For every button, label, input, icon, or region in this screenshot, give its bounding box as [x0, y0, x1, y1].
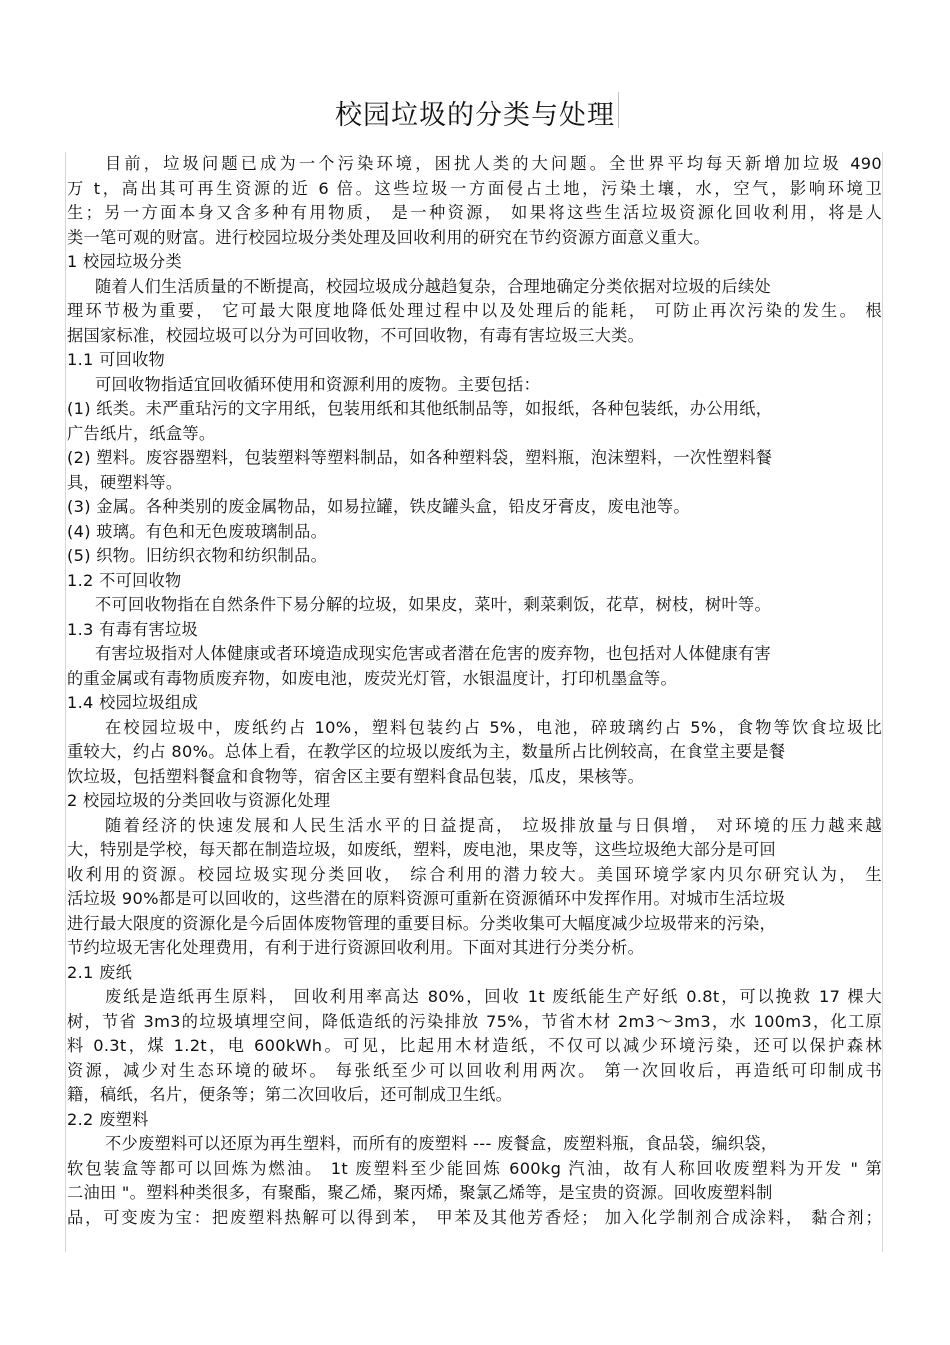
- text-line: 在校园垃圾中，废纸约占 10%，塑料包装约占 5%，电池，碎玻璃约占 5%，食物等饮食垃圾比: [105, 717, 882, 737]
- text-line: 进行最大限度的资源化是今后固体废物管理的重要目标。分类收集可大幅度减少垃圾带来的污染，: [67, 913, 776, 933]
- page-frame-left: [65, 152, 66, 1252]
- text-line: 节约垃圾无害化处理费用，有利于进行资源回收利用。下面对其进行分类分析。: [67, 938, 645, 957]
- text-line: 1.1 可回收物: [67, 350, 166, 369]
- text-line: 生；另一方面本身又含多种有用物质， 是一种资源， 如果将这些生活垃圾资源化回收利用，将是人: [67, 203, 882, 222]
- text-line: 收利用的资源。校园垃圾实现分类回收， 综合利用的潜力较大。美国环境学家内贝尔研究认为， 生: [67, 864, 882, 884]
- text-line: 重较大，约占 80%。总体上看，在教学区的垃圾以废纸为主，数量所占比例较高，在食堂主要是餐: [67, 742, 786, 761]
- text-line: 随着经济的快速发展和人民生活水平的日益提高， 垃圾排放量与日俱增， 对环境的压力越来越: [105, 815, 882, 835]
- text-line: 籍，稿纸，名片，便条等；第二次回收后，还可制成卫生纸。: [67, 1085, 513, 1104]
- text-line: 品，可变废为宝：把废塑料热解可以得到苯， 甲苯及其他芳香烃； 加入化学制剂合成涂料， 黏合剂；: [67, 1207, 882, 1227]
- title-area: [0, 93, 950, 132]
- document-body: [67, 152, 882, 1230]
- text-line: 理环节极为重要， 它可最大限度地降低处理过程中以及处理后的能耗， 可防止再次污染的发生。 根: [67, 301, 882, 320]
- text-line: (2) 塑料。废容器塑料，包装塑料等塑料制品，如各种塑料袋，塑料瓶，泡沫塑料，一次性塑料餐: [67, 448, 773, 467]
- text-line: 广告纸片，纸盒等。: [67, 423, 216, 443]
- text-line: 有害垃圾指对人体健康或者环境造成现实危害或者潜在危害的废弃物，也包括对人体健康有害: [95, 644, 771, 663]
- text-line: 1.4 校园垃圾组成: [67, 693, 199, 712]
- text-line: 不可回收物指在自然条件下易分解的垃圾，如果皮，菜叶，剩菜剩饭，花草，树枝，树叶等。: [95, 595, 771, 614]
- text-line: 饮垃圾，包括塑料餐盒和食物等，宿舍区主要有塑料食品包装，瓜皮，果核等。: [67, 766, 645, 786]
- text-line: 资源，减少对生态环境的破坏。 每张纸至少可以回收利用两次。 第一次回收后，再造纸可印制成书: [67, 1060, 882, 1080]
- text-line: (1) 纸类。未严重玷污的文字用纸，包装用纸和其他纸制品等，如报纸，各种包装纸，办公用纸，: [67, 399, 773, 418]
- text-line: 1 校园垃圾分类: [67, 252, 182, 271]
- text-line: 不少废塑料可以还原为再生塑料，而所有的废塑料 --- 废餐盒，废塑料瓶，食品袋，编织袋，: [105, 1134, 778, 1153]
- text-line: 的重金属或有毒物质废弃物，如废电池，废荧光灯管，水银温度计，打印机墨盒等。: [67, 668, 678, 688]
- text-line: 据国家标准，校园垃圾可以分为可回收物，不可回收物，有毒有害垃圾三大类。: [67, 325, 645, 345]
- text-line: 类一笔可观的财富。进行校园垃圾分类处理及回收利用的研究在节约资源方面意义重大。: [67, 227, 711, 247]
- text-line: 大，特别是学校，每天都在制造垃圾，如废纸，塑料，废电池，果皮等，这些垃圾绝大部分是可回: [67, 840, 776, 859]
- text-line: 万 t，高出其可再生资源的近 6 倍。这些垃圾一方面侵占土地，污染土壤，水，空气，影响环境卫: [67, 178, 882, 198]
- text-line: (5) 织物。旧纺织衣物和纺织制品。: [67, 546, 328, 565]
- text-line: 具，硬塑料等。: [67, 472, 183, 492]
- text-line: 废纸是造纸再生原料， 回收利用率高达 80%，回收 1t 废纸能生产好纸 0.8t，可以挽救 17 棵大: [105, 987, 882, 1006]
- text-line: 目前，垃圾问题已成为一个污染环境，困扰人类的大问题。全世界平均每天新增加垃圾 490: [105, 154, 882, 173]
- document-title: 校园垃圾的分类与处理: [335, 100, 615, 131]
- text-line: 软包装盒等都可以回炼为燃油。 1t 废塑料至少能回炼 600kg 汽油，故有人称回收废塑料为开发 " 第: [67, 1158, 882, 1178]
- text-line: 2.2 废塑料: [67, 1109, 149, 1129]
- text-line: 2 校园垃圾的分类回收与资源化处理: [67, 791, 331, 810]
- text-line: 1.3 有毒有害垃圾: [67, 619, 199, 639]
- text-line: 树，节省 3m3的垃圾填埋空间，降低造纸的污染排放 75%，节省木材 2m3～3m3，水 100m3，化工原: [67, 1011, 882, 1031]
- text-cursor-divider: [618, 92, 619, 128]
- text-line: 二油田 "。塑料种类很多，有聚酯，聚乙烯，聚丙烯，聚氯乙烯等，是宝贵的资源。回收废塑料制: [67, 1183, 773, 1202]
- text-line: 可回收物指适宜回收循环使用和资源利用的废物。主要包括：: [95, 374, 541, 394]
- text-line: 活垃圾 90%都是可以回收的，这些潜在的原料资源可重新在资源循环中发挥作用。对城市生活垃圾: [67, 889, 786, 908]
- text-line: (4) 玻璃。有色和无色废玻璃制品。: [67, 521, 328, 541]
- text-line: 2.1 废纸: [67, 962, 133, 982]
- page-frame-right: [882, 152, 883, 1252]
- text-line: 随着人们生活质量的不断提高，校园垃圾成分越趋复杂，合理地确定分类依据对垃圾的后续处: [95, 276, 771, 296]
- text-line: 料 0.3t，煤 1.2t，电 600kWh。可见，比起用木材造纸，不仅可以减少环境污染，还可以保护森林: [67, 1036, 882, 1055]
- text-line: 1.2 不可回收物: [67, 570, 182, 590]
- text-line: (3) 金属。各种类别的废金属物品，如易拉罐，铁皮罐头盒，铅皮牙膏皮，废电池等。: [67, 497, 690, 516]
